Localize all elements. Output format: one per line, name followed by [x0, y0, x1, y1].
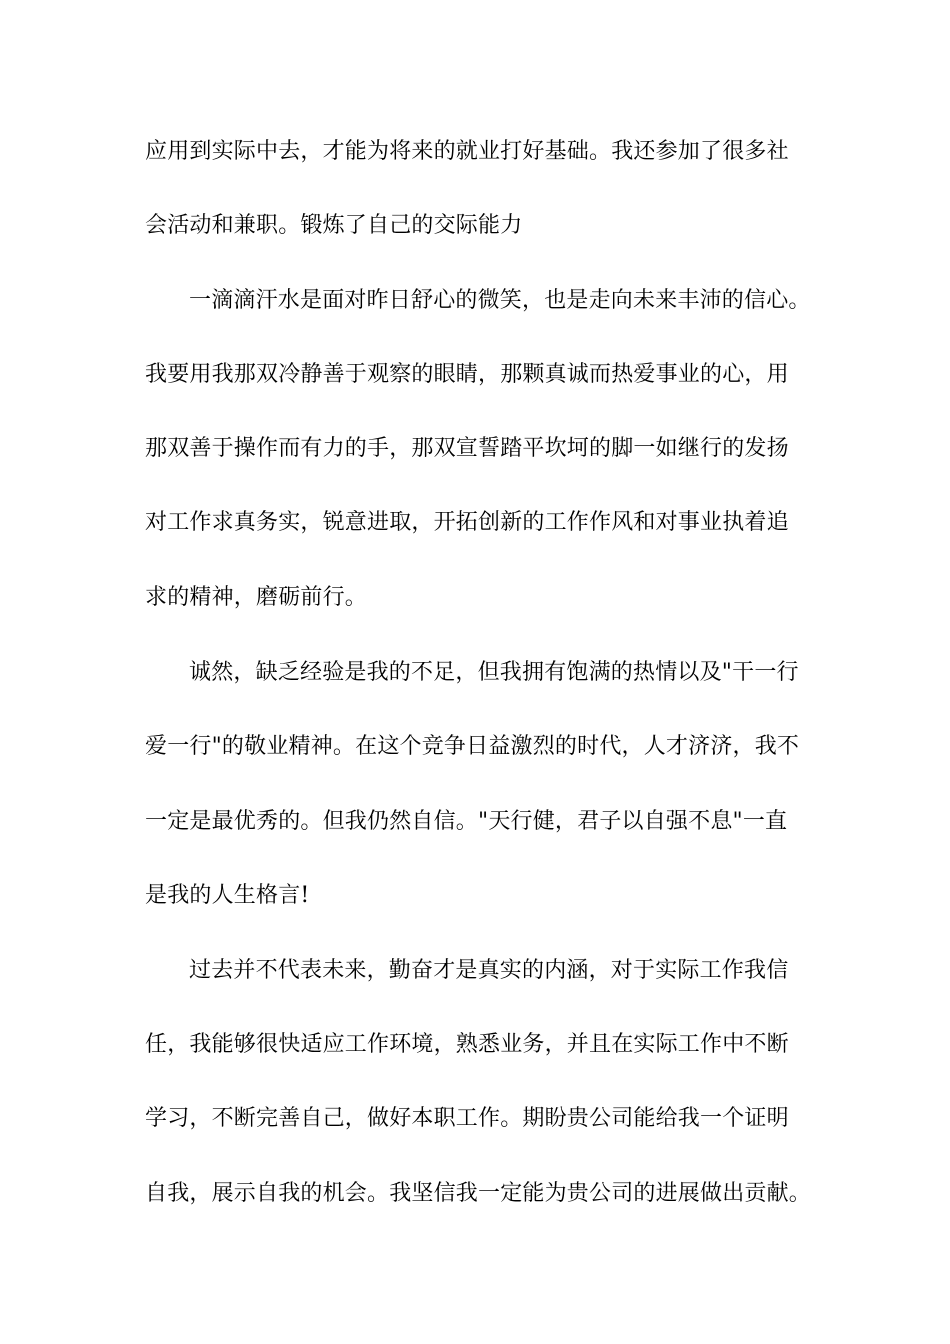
text-line: 是我的人生格言! [145, 883, 310, 908]
text-line: 我要用我那双冷静善于观察的眼睛，那颗真诚而热爱事业的心，用 [145, 362, 789, 387]
paragraph-first-line: 诚然，缺乏经验是我的不足，但我拥有饱满的热情以及"干一行 [189, 660, 799, 685]
text-line: 任，我能够很快适应工作环境，熟悉业务，并且在实际工作中不断 [145, 1032, 789, 1057]
text-line: 学习，不断完善自己，做好本职工作。期盼贵公司能给我一个证明 [145, 1106, 789, 1131]
text-line: 求的精神，磨砺前行。 [145, 585, 368, 610]
text-line: 爱一行"的敬业精神。在这个竞争日益激烈的时代，人才济济，我不 [145, 734, 800, 759]
text-line: 自我，展示自我的机会。我坚信我一定能为贵公司的进展做出贡献。 [145, 1181, 812, 1206]
text-line: 那双善于操作而有力的手，那双宣誓踏平坎坷的脚一如继行的发扬 [145, 436, 789, 461]
text-line: 会活动和兼职。锻炼了自己的交际能力 [145, 213, 523, 238]
paragraph-first-line: 一滴滴汗水是面对昨日舒心的微笑，也是走向未来丰沛的信心。 [189, 288, 811, 313]
paragraph-first-line: 过去并不代表未来，勤奋才是真实的内涵，对于实际工作我信 [189, 958, 789, 983]
text-line: 应用到实际中去，才能为将来的就业打好基础。我还参加了很多社 [145, 139, 789, 164]
text-line: 一定是最优秀的。但我仍然自信。"天行健，君子以自强不息"一直 [145, 809, 788, 834]
text-line: 对工作求真务实，锐意进取，开拓创新的工作作风和对事业执着追 [145, 510, 789, 535]
